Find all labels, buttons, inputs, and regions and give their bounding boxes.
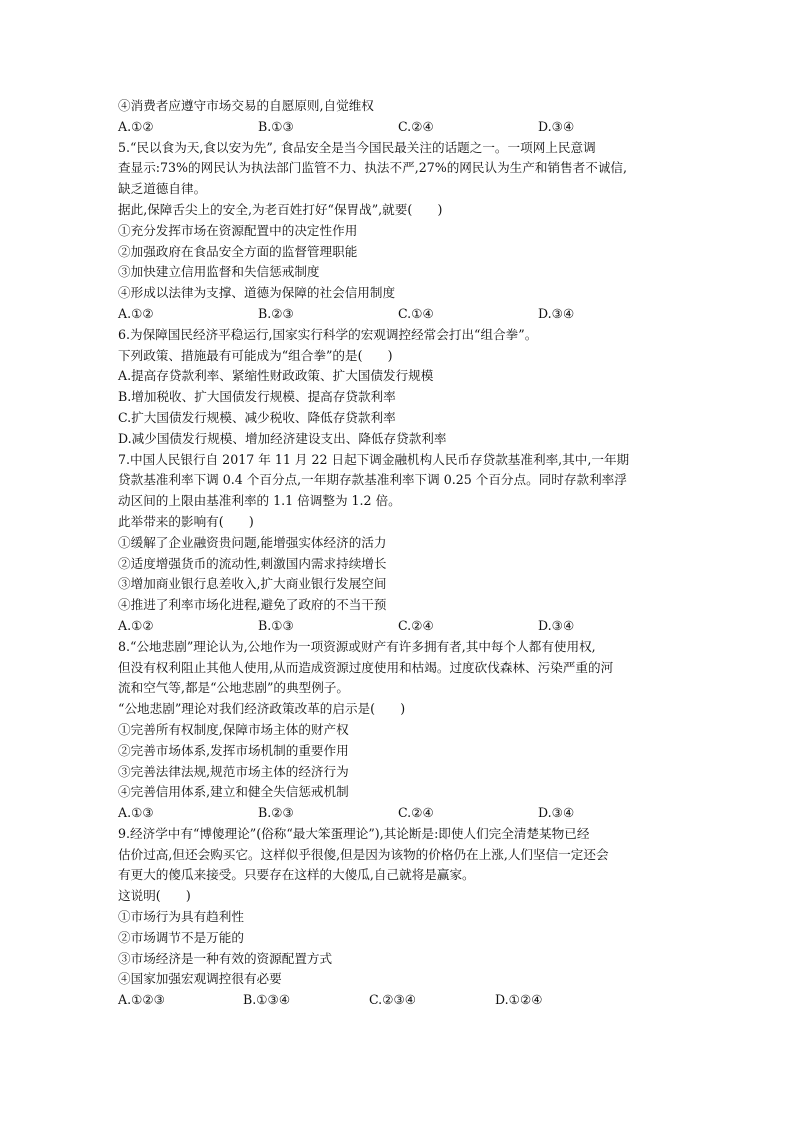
q7-item-3: ③增加商业银行息差收入,扩大商业银行发展空间 <box>118 576 387 592</box>
q9-stem-4: 这说明( ) <box>118 888 191 904</box>
option-d: D.③④ <box>538 617 575 633</box>
option-b: B.①③ <box>258 617 294 633</box>
option-a: A.①③ <box>118 805 154 821</box>
q7-options <box>118 616 678 637</box>
q4-options <box>118 117 678 138</box>
q5-item-1: ①充分发挥市场在资源配置中的决定性作用 <box>118 222 358 238</box>
q9-stem-2: 估价过高,但还会购买它。这样似乎很傻,但是因为该物的价格仍在上涨,人们坚信一定还会 <box>118 846 609 862</box>
option-a: A.①② <box>118 118 154 134</box>
q8-item-1: ①完善所有权制度,保障市场主体的财产权 <box>118 721 349 737</box>
q9-stem-1: 9.经济学中有“博傻理论”(俗称“最大笨蛋理论”),其论断是:即使人们完全清楚某物已经 <box>118 825 590 841</box>
q6-item-c: C.扩大国债发行规模、减少税收、降低存贷款利率 <box>118 409 396 425</box>
q9-item-3: ③市场经济是一种有效的资源配置方式 <box>118 950 333 966</box>
q9-options <box>118 990 678 1011</box>
q5-stem-3: 缺乏道德自律。 <box>118 181 207 197</box>
q5-stem-4: 据此,保障舌尖上的安全,为老百姓打好“保胃战”,就要( ) <box>118 201 443 217</box>
q6-item-a: A.提高存贷款利率、紧缩性财政政策、扩大国债发行规模 <box>118 368 434 384</box>
option-c: C.②④ <box>398 805 434 821</box>
q7-stem-3: 动区间的上限由基准利率的 1.1 倍调整为 1.2 倍。 <box>118 493 401 509</box>
q4-item-4: ④消费者应遵守市场交易的自愿原则,自觉维权 <box>118 98 374 113</box>
option-a: A.①② <box>118 617 154 633</box>
q5-stem-2: 查显示:73%的网民认为执法部门监管不力、执法不严,27%的网民认为生产和销售者不诚信, <box>118 160 628 176</box>
q5-stem-1: 5.“民以食为天,食以安为先”, 食品安全是当今国民最关注的话题之一。一项网上民意调 <box>118 139 596 155</box>
option-a: A.①② <box>118 305 154 321</box>
option-b: B.②③ <box>258 305 294 321</box>
option-c: C.②④ <box>398 617 434 633</box>
q8-stem-3: 流和空气等,都是“公地悲剧”的典型例子。 <box>118 680 349 696</box>
q5-options <box>118 304 678 325</box>
option-d: D.①②④ <box>495 992 543 1008</box>
q7-stem-4: 此举带来的影响有( ) <box>118 513 254 529</box>
q8-stem-4: “公地悲剧”理论对我们经济政策改革的启示是( ) <box>118 701 406 717</box>
q8-item-3: ③完善法律法规,规范市场主体的经济行为 <box>118 763 349 779</box>
q7-item-2: ②适度增强货币的流动性,刺激国内需求持续增长 <box>118 555 387 571</box>
option-c: C.②④ <box>398 118 434 134</box>
q9-item-4: ④国家加强宏观调控很有必要 <box>118 971 282 987</box>
exam-page <box>118 96 678 1011</box>
option-b: B.①③④ <box>243 992 291 1008</box>
q7-stem-2: 贷款基准利率下调 0.4 个百分点,一年期存款基准利率下调 0.25 个百分点。同时存款利率浮 <box>118 472 627 488</box>
q8-stem-1: 8.“公地悲剧”理论认为,公地作为一项资源或财产有许多拥有者,其中每个人都有使用权, <box>118 638 596 654</box>
option-a: A.①②③ <box>118 992 165 1008</box>
q9-item-2: ②市场调节不是万能的 <box>118 929 244 945</box>
option-b: B.①③ <box>258 118 294 134</box>
q9-item-1: ①市场行为具有趋利性 <box>118 909 244 925</box>
option-d: D.③④ <box>538 305 575 321</box>
q6-item-b: B.增加税收、扩大国债发行规模、提高存贷款利率 <box>118 389 396 405</box>
q7-item-1: ①缓解了企业融资贵问题,能增强实体经济的活力 <box>118 534 387 550</box>
q6-stem-2: 下列政策、措施最有可能成为“组合拳”的是( ) <box>118 347 393 363</box>
q8-item-2: ②完善市场体系,发挥市场机制的重要作用 <box>118 742 349 758</box>
q6-item-d: D.减少国债发行规模、增加经济建设支出、降低存贷款利率 <box>118 430 447 446</box>
q7-item-4: ④推进了利率市场化进程,避免了政府的不当干预 <box>118 597 387 613</box>
option-d: D.③④ <box>538 118 575 134</box>
q5-item-4: ④形成以法律为支撑、道德为保障的社会信用制度 <box>118 285 396 301</box>
option-c: C.②③④ <box>369 992 417 1008</box>
q5-item-2: ②加强政府在食品安全方面的监督管理职能 <box>118 243 358 259</box>
q8-options <box>118 803 678 824</box>
q9-stem-3: 有更大的傻瓜来接受。只要存在这样的大傻瓜,自己就将是赢家。 <box>118 867 475 883</box>
option-c: C.①④ <box>398 305 434 321</box>
option-d: D.③④ <box>538 805 575 821</box>
option-b: B.②③ <box>258 805 294 821</box>
q6-stem-1: 6.为保障国民经济平稳运行,国家实行科学的宏观调控经常会打出“组合拳”。 <box>118 326 538 342</box>
q8-stem-2: 但没有权利阻止其他人使用,从而造成资源过度使用和枯竭。过度砍伐森林、污染严重的河 <box>118 659 614 675</box>
q8-item-4: ④完善信用体系,建立和健全失信惩戒机制 <box>118 784 349 800</box>
q5-item-3: ③加快建立信用监督和失信惩戒制度 <box>118 264 320 280</box>
q7-stem-1: 7.中国人民银行自 2017 年 11 月 22 日起下调金融机构人民币存贷款基准利率,其中,一年期 <box>118 451 630 467</box>
